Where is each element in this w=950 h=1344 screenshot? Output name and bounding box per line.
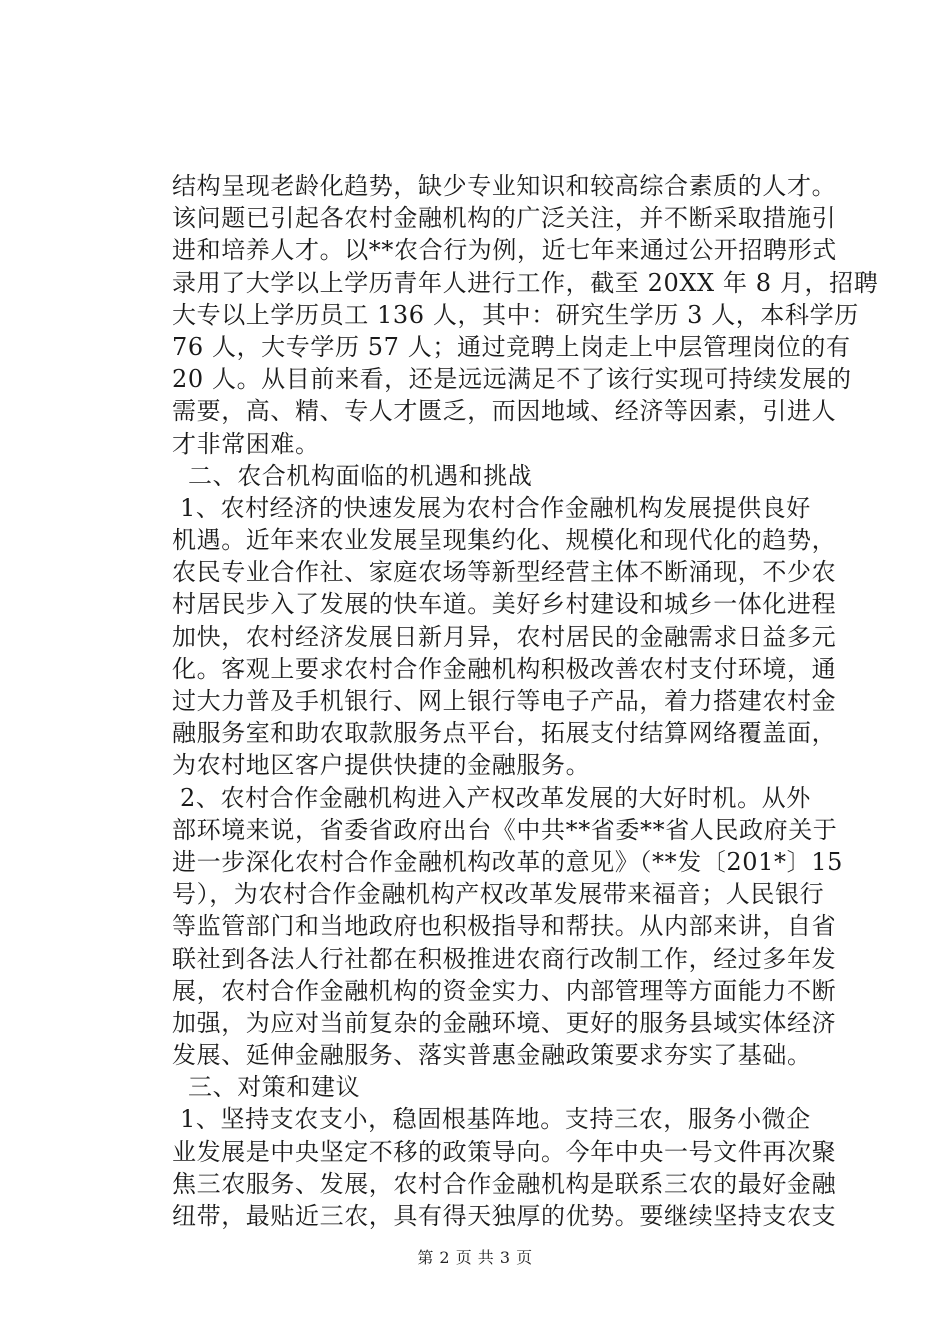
- section-heading-3: 三、对策和建议: [188, 1073, 361, 1102]
- text-line: 联社到各法人行社都在积极推进农商行改制工作，经过多年发: [172, 944, 837, 973]
- text-line: 业发展是中央坚定不移的政策导向。今年中央一号文件再次聚: [172, 1137, 837, 1166]
- paragraph-start-line: 2、农村合作金融机构进入产权改革发展的大好时机。从外: [180, 783, 811, 812]
- text-line: 发展、延伸金融服务、落实普惠金融政策要求夯实了基础。: [172, 1041, 812, 1070]
- text-line: 化。客观上要求农村合作金融机构积极改善农村支付环境，通: [172, 654, 837, 683]
- text-line: 纽带，最贴近三农，具有得天独厚的优势。要继续坚持支农支: [172, 1202, 837, 1230]
- text-line: 20 人。从目前来看，还是远远满足不了该行实现可持续发展的: [172, 365, 852, 394]
- text-line: 加强，为应对当前复杂的金融环境、更好的服务县域实体经济: [172, 1008, 837, 1037]
- text-line: 农民专业合作社、家庭农场等新型经营主体不断涌现，不少农: [172, 558, 837, 587]
- section-heading-2: 二、农合机构面临的机遇和挑战: [188, 461, 533, 490]
- text-line: 机遇。近年来农业发展呈现集约化、规模化和现代化的趋势，: [172, 526, 837, 555]
- text-line: 结构呈现老龄化趋势，缺少专业知识和较高综合素质的人才。: [172, 172, 837, 200]
- text-line: 村居民步入了发展的快车道。美好乡村建设和城乡一体化进程: [172, 590, 837, 619]
- text-line: 加快，农村经济发展日新月异，农村居民的金融需求日益多元: [172, 622, 837, 651]
- page-number-footer: 第 2 页 共 3 页: [417, 1248, 533, 1267]
- text-line: 需要，高、精、专人才匮乏，而因地域、经济等因素，引进人: [172, 397, 837, 426]
- text-line: 录用了大学以上学历青年人进行工作，截至 20XX 年 8 月，招聘: [172, 268, 879, 297]
- paragraph-start-line: 1、坚持支农支小，稳固根基阵地。支持三农，服务小微企: [180, 1105, 811, 1134]
- text-line: 76 人，大专学历 57 人；通过竞聘上岗走上中层管理岗位的有: [172, 332, 851, 361]
- text-line: 进和培养人才。以**农合行为例，近七年来通过公开招聘形式: [172, 236, 837, 265]
- text-line: 大专以上学历员工 136 人，其中：研究生学历 3 人，本科学历: [172, 300, 859, 329]
- paragraph-start-line: 1、农村经济的快速发展为农村合作金融机构发展提供良好: [180, 493, 811, 522]
- text-line: 才非常困难。: [172, 429, 320, 458]
- text-line: 过大力普及手机银行、网上银行等电子产品，着力搭建农村金: [172, 687, 837, 715]
- text-line: 融服务室和助农取款服务点平台，拓展支付结算网络覆盖面，: [172, 719, 837, 748]
- text-line: 等监管部门和当地政府也积极指导和帮扶。从内部来讲，自省: [172, 912, 837, 941]
- text-line: 展，农村合作金融机构的资金实力、内部管理等方面能力不断: [172, 976, 837, 1005]
- document-body: [172, 170, 879, 1232]
- text-line: 焦三农服务、发展，农村合作金融机构是联系三农的最好金融: [172, 1169, 837, 1198]
- text-line: 部环境来说，省委省政府出台《中共**省委**省人民政府关于: [172, 815, 838, 844]
- text-line: 号），为农村合作金融机构产权改革发展带来福音；人民银行: [172, 880, 825, 909]
- text-line: 进一步深化农村合作金融机构改革的意见》（**发〔201*〕15: [172, 847, 843, 876]
- text-line: 该问题已引起各农村金融机构的广泛关注，并不断采取措施引: [172, 204, 837, 233]
- text-line: 为农村地区客户提供快捷的金融服务。: [172, 751, 591, 780]
